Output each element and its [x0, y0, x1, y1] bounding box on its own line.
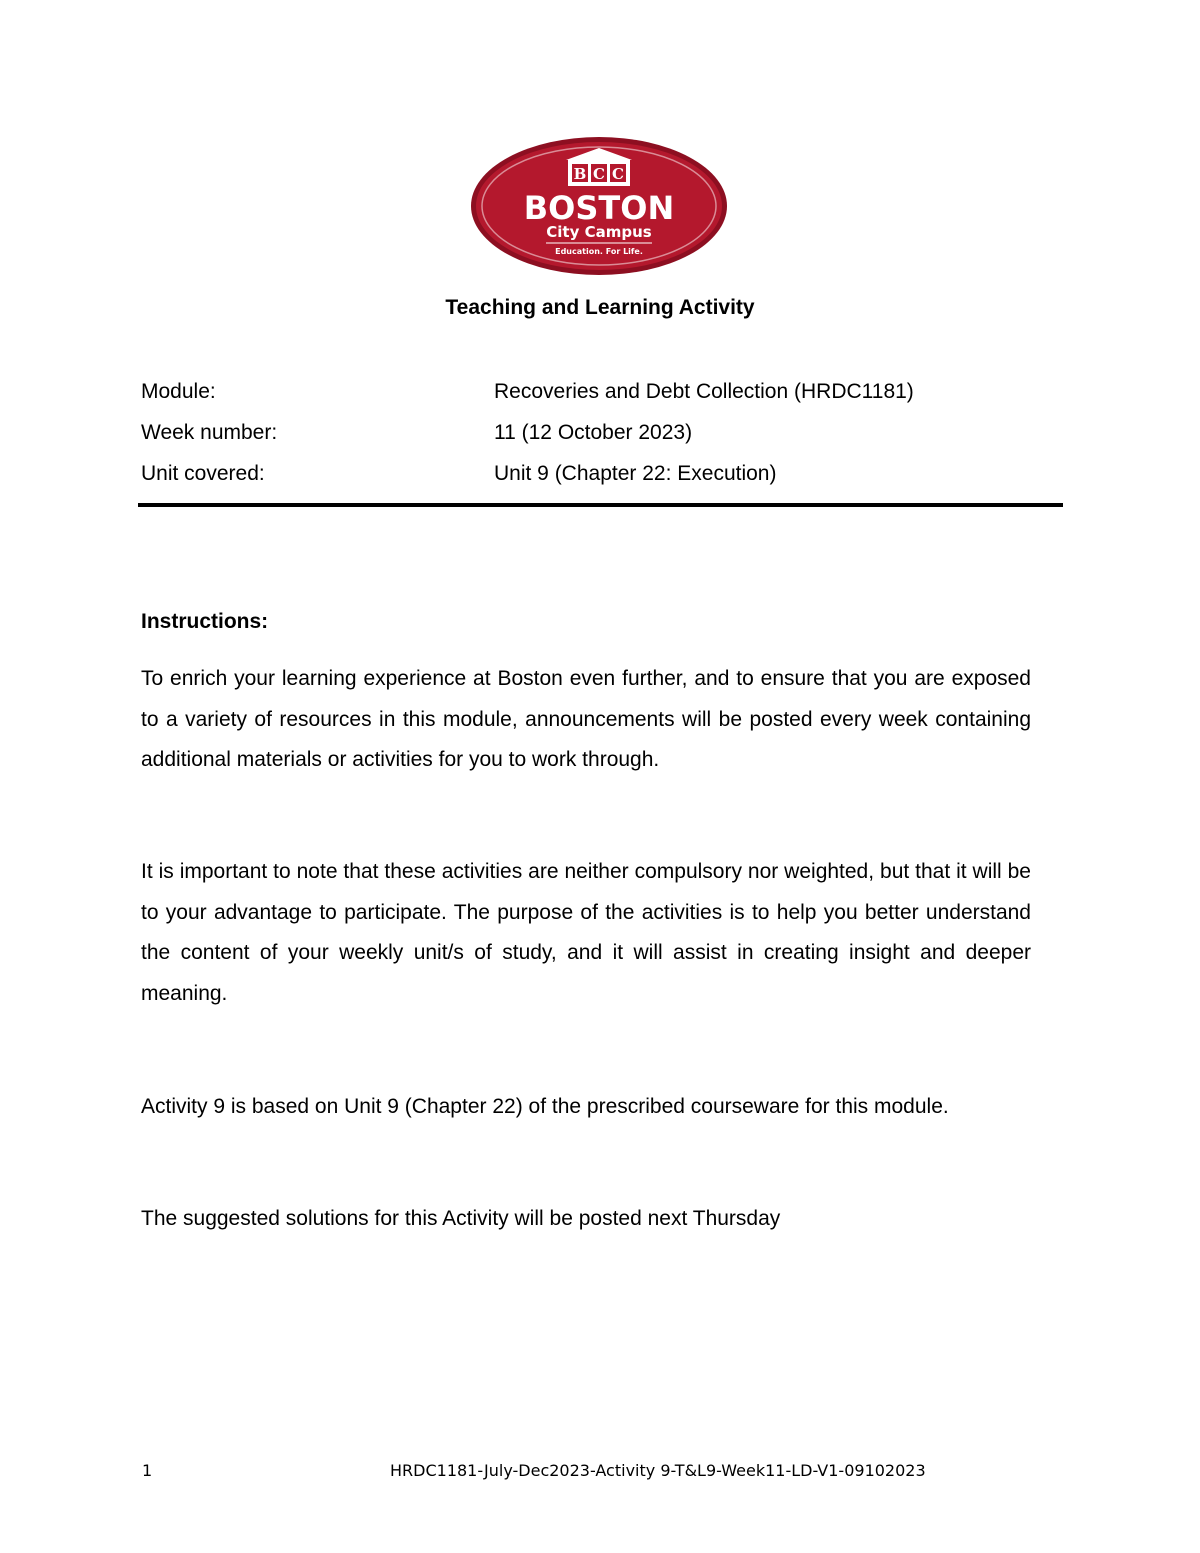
document-code: HRDC1181-July-Dec2023-Activity 9-T&L9-Week11-LD-V1-09102023 — [390, 1461, 926, 1480]
paragraph: The suggested solutions for this Activity will be posted next Thursday — [141, 1207, 781, 1230]
meta-label: Unit covered: — [141, 462, 265, 485]
module-details — [141, 380, 1063, 503]
meta-value: Unit 9 (Chapter 22: Execution) — [494, 462, 777, 485]
meta-label: Week number: — [141, 421, 278, 444]
logo-tagline: Education. For Life. — [555, 247, 643, 256]
meta-label: Module: — [141, 380, 216, 403]
logo-monogram-c1: C — [593, 165, 605, 183]
page-number: 1 — [142, 1461, 153, 1480]
instructions-heading: Instructions: — [141, 610, 269, 633]
meta-value: 11 (12 October 2023) — [494, 421, 693, 444]
meta-row-week — [141, 421, 1063, 462]
logo-monogram-b: B — [573, 165, 587, 183]
boston-city-campus-logo — [470, 136, 728, 276]
meta-row-unit — [141, 462, 1063, 503]
document-title: Teaching and Learning Activity — [445, 296, 755, 319]
paragraph: Activity 9 is based on Unit 9 (Chapter 22) of the prescribed courseware for this module. — [141, 1095, 949, 1118]
logo-emblem — [470, 136, 728, 276]
horizontal-divider — [138, 503, 1063, 507]
logo-name: BOSTON — [523, 189, 675, 227]
paragraph: It is important to note that these activities are neither compulsory nor weighted, but that it will be to your advantage to participate. The purpose of the activities is to help you better understand the content of your weekly unit/s of study, and it will assist in creating insight and deeper meaning. — [141, 860, 1031, 1005]
paragraph: To enrich your learning experience at Boston even further, and to ensure that you are exposed to a variety of resources in this module, announcements will be posted every week containing additional materials or activities for you to work through. — [141, 667, 1031, 771]
meta-row-module — [141, 380, 1063, 421]
logo-monogram-c2: C — [612, 165, 624, 183]
meta-value: Recoveries and Debt Collection (HRDC1181) — [494, 380, 914, 403]
logo-subname: City Campus — [546, 223, 652, 241]
